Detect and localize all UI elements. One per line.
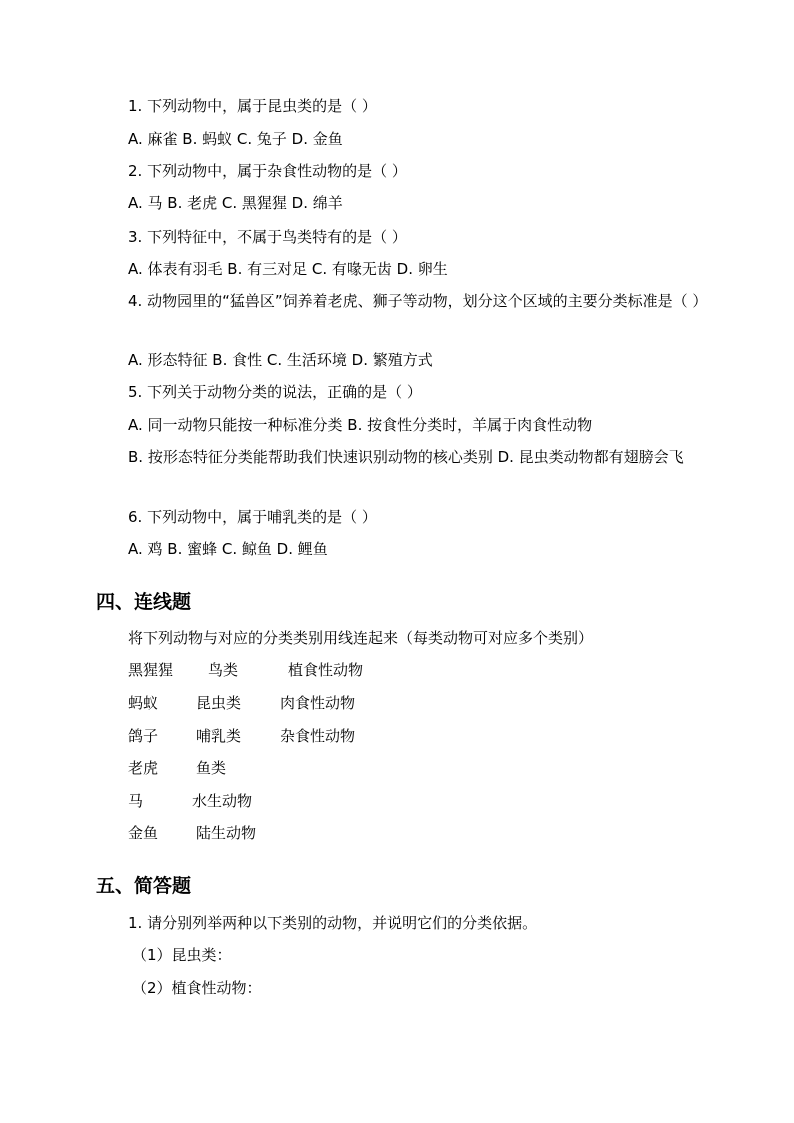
question-6: 6. 下列动物中，属于哺乳类的是（ ） <box>128 508 377 526</box>
question-3-options: A. 体表有羽毛 B. 有三对足 C. 有喙无齿 D. 卵生 <box>128 260 448 278</box>
category-item: 鸟类 <box>208 661 239 679</box>
question-4-options: A. 形态特征 B. 食性 C. 生活环境 D. 繁殖方式 <box>128 351 433 369</box>
animal-item: 鸽子 <box>128 727 159 745</box>
question-1: 1. 下列动物中，属于昆虫类的是（ ） <box>128 97 377 115</box>
question-3: 3. 下列特征中，不属于鸟类特有的是（ ） <box>128 228 407 246</box>
question-2-options: A. 马 B. 老虎 C. 黑猩猩 D. 绵羊 <box>128 194 343 212</box>
question-5-options: A. 同一动物只能按一种标准分类 B. 按食性分类时，羊属于肉食性动物 <box>128 416 593 434</box>
question-5: 5. 下列关于动物分类的说法，正确的是（ ） <box>128 383 422 401</box>
question-4: 4. 动物园里的“猛兽区”饲养着老虎、狮子等动物，划分这个区域的主要分类标准是（ ） <box>128 292 708 310</box>
category-item: 哺乳类 <box>196 727 242 745</box>
answer-part-2: （2）植食性动物： <box>132 979 262 997</box>
animal-item: 马 <box>128 792 144 810</box>
animal-item: 金鱼 <box>128 824 159 842</box>
diet-item: 植食性动物 <box>288 661 364 679</box>
animal-item: 老虎 <box>128 759 159 777</box>
category-item: 水生动物 <box>192 792 253 810</box>
category-item: 鱼类 <box>196 759 227 777</box>
question-5-options-continued: B. 按形态特征分类能帮助我们快速识别动物的核心类别 D. 昆虫类动物都有翅膀会飞 <box>128 448 684 466</box>
section-4-title: 四、连线题 <box>96 591 192 613</box>
animal-item: 蚂蚁 <box>128 694 159 712</box>
question-6-options: A. 鸡 B. 蜜蜂 C. 鲸鱼 D. 鲤鱼 <box>128 540 328 558</box>
section-4-instruction: 将下列动物与对应的分类类别用线连起来（每类动物可对应多个类别） <box>128 629 594 647</box>
section-5-question: 1. 请分别列举两种以下类别的动物，并说明它们的分类依据。 <box>128 914 538 932</box>
question-2: 2. 下列动物中，属于杂食性动物的是（ ） <box>128 162 407 180</box>
category-item: 陆生动物 <box>196 824 257 842</box>
answer-part-1: （1）昆虫类： <box>132 946 232 964</box>
category-item: 昆虫类 <box>196 694 242 712</box>
section-5-title: 五、简答题 <box>96 875 192 897</box>
question-1-options: A. 麻雀 B. 蚂蚁 C. 兔子 D. 金鱼 <box>128 130 343 148</box>
diet-item: 杂食性动物 <box>280 727 356 745</box>
animal-item: 黑猩猩 <box>128 661 174 679</box>
diet-item: 肉食性动物 <box>280 694 356 712</box>
